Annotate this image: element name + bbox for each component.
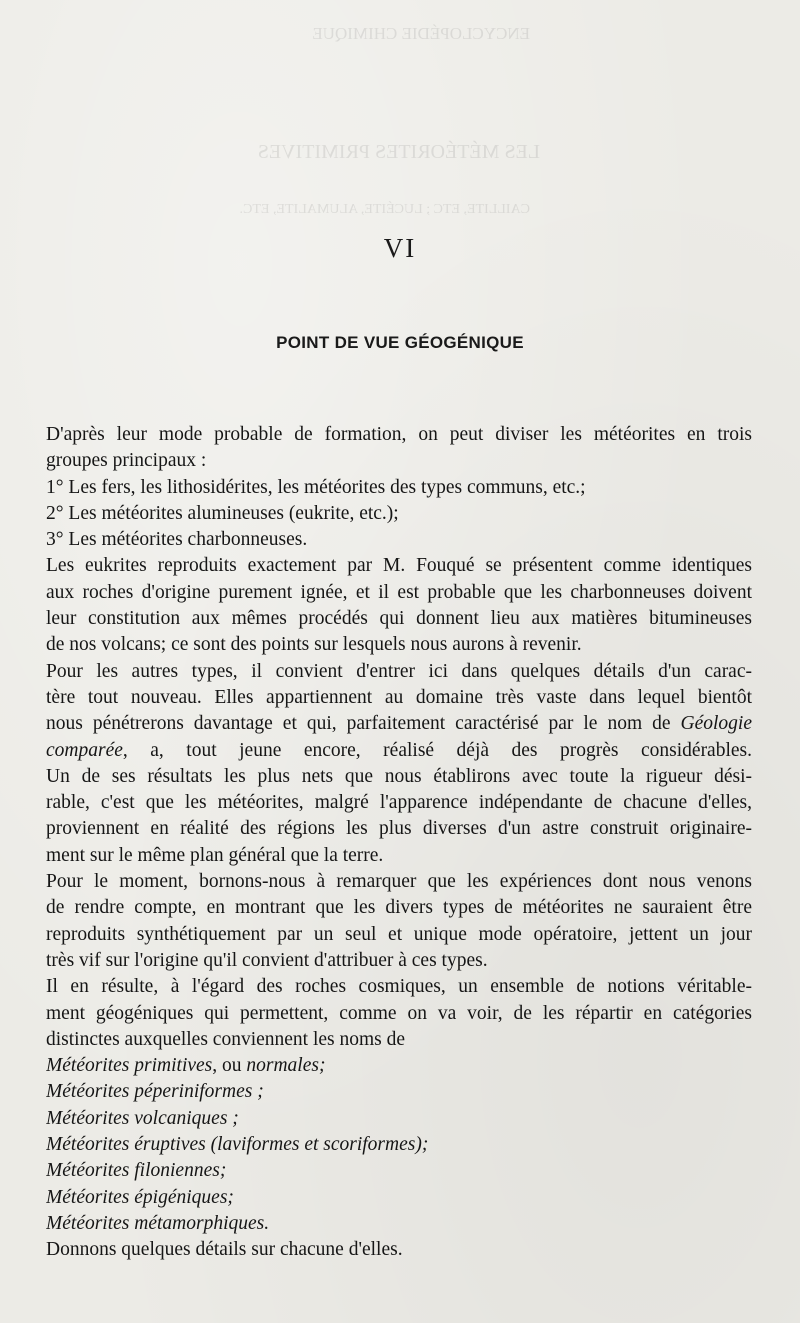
category-item: Météorites péperiniformes ; xyxy=(46,1081,264,1103)
list-item: 2° Les météorites alumineuses (eukrite, etc.); xyxy=(46,502,399,524)
paragraph-line: leur constitution aux mêmes procédés qui donnent lieu aux matières bitumineuses xyxy=(46,608,752,630)
body-text xyxy=(46,422,752,1264)
reverse-side-bleed-through xyxy=(40,20,760,224)
list-item: 3° Les météorites charbonneuses. xyxy=(46,529,308,551)
term-geologie: Géologie xyxy=(680,713,752,735)
paragraph-line: rable, c'est que les météorites, malgré l'apparence indépendante de chacune d'elles, xyxy=(46,792,752,814)
paragraph-line: nous pénétrerons davantage et qui, parfaitement caractérisé par le nom de Géologie xyxy=(46,713,752,735)
category-item: Météorites éruptives (laviformes et scoriformes); xyxy=(46,1134,429,1156)
paragraph-line: comparée, a, tout jeune encore, réalisé déjà des progrès considérables. xyxy=(46,739,752,761)
paragraph-line: reproduits synthétiquement par un seul et unique mode opératoire, jettent un jour xyxy=(46,923,752,945)
category-item: Météorites primitives, ou normales; xyxy=(46,1055,326,1077)
category-item: Météorites volcaniques ; xyxy=(46,1107,239,1129)
paragraph-line: très vif sur l'origine qu'il convient d'attribuer à ces types. xyxy=(46,949,488,971)
paragraph-line: groupes principaux : xyxy=(46,450,207,472)
term-comparee: comparée xyxy=(46,739,123,761)
paragraph-line: Il en résulte, à l'égard des roches cosmiques, un ensemble de notions véritable- xyxy=(46,976,752,998)
paragraph-line: distinctes auxquelles conviennent les noms de xyxy=(46,1028,406,1050)
paragraph-line: Pour le moment, bornons-nous à remarquer que les expériences dont nous venons xyxy=(46,871,752,893)
bleed-line-subtitle: CAILLITE, ETC ; LUCÉITE, ALUMALITE, ETC. xyxy=(239,202,530,217)
list-item: 1° Les fers, les lithosidérites, les météorites des types communs, etc.; xyxy=(46,476,586,498)
paragraph-line: aux roches d'origine purement ignée, et il est probable que les charbonneuses doivent xyxy=(46,581,752,603)
paragraph-line: ment géogéniques qui permettent, comme on va voir, de les répartir en catégories xyxy=(46,1002,752,1024)
chapter-number: VI xyxy=(383,233,417,263)
bleed-line-header: ENCYCLOPÉDIE CHIMIQUE xyxy=(312,24,530,43)
section-title: POINT DE VUE GÉOGÉNIQUE xyxy=(276,333,524,352)
category-item: Météorites filoniennes; xyxy=(46,1160,227,1182)
paragraph-line: de rendre compte, en montrant que les divers types de météorites ne sauraient être xyxy=(46,897,752,919)
paragraph-line: proviennent en réalité des régions les plus diverses d'un astre construit originaire- xyxy=(46,818,752,840)
bleed-line-title: LES MÉTÉORITES PRIMITIVES xyxy=(257,141,540,163)
category-item: Météorites épigéniques; xyxy=(46,1186,234,1208)
paragraph-line: Les eukrites reproduits exactement par M. Fouqué se présentent comme identiques xyxy=(46,555,752,577)
category-item: Météorites métamorphiques. xyxy=(46,1212,270,1234)
paragraph-line: D'après leur mode probable de formation, on peut diviser les météorites en trois xyxy=(46,424,752,445)
paragraph-line: Un de ses résultats les plus nets que nous établirons avec toute la rigueur dési- xyxy=(46,765,752,787)
paragraph-line: ment sur le même plan général que la terre. xyxy=(46,844,384,866)
paragraph-line: Pour les autres types, il convient d'entrer ici dans quelques détails d'un carac- xyxy=(46,660,752,682)
paragraph-line: tère tout nouveau. Elles appartiennent au domaine très vaste dans lequel bientôt xyxy=(46,686,752,708)
paragraph-line: de nos volcans; ce sont des points sur lesquels nous aurons à revenir. xyxy=(46,634,582,656)
paragraph-line: Donnons quelques détails sur chacune d'elles. xyxy=(46,1239,403,1261)
